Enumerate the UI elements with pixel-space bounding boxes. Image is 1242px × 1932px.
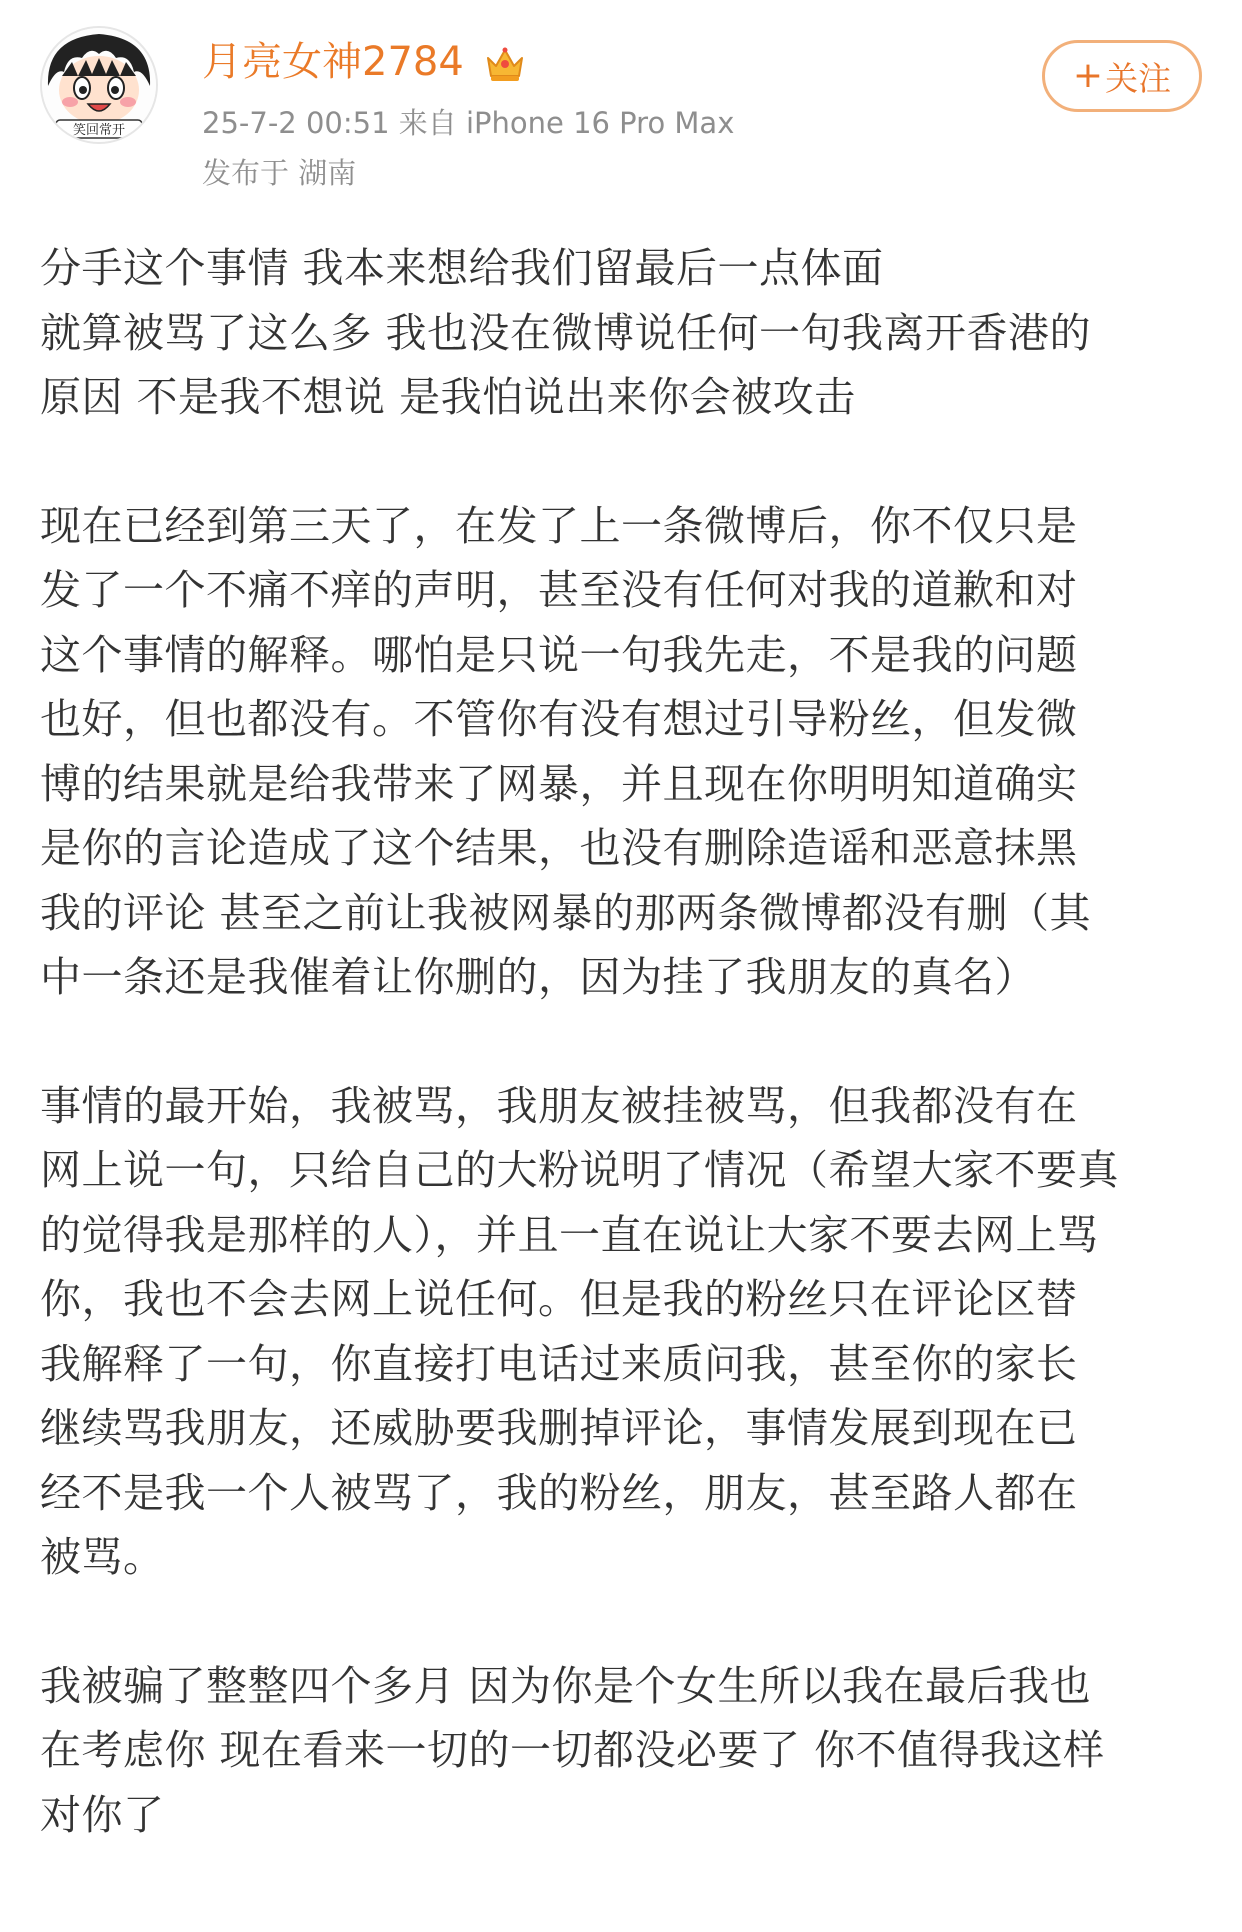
post-text-line: 现在已经到第三天了，在发了上一条微博后，你不仅只是 <box>40 501 1078 550</box>
user-avatar[interactable] <box>40 26 158 144</box>
post-text-line: 分手这个事情 我本来想给我们留最后一点体面 <box>40 244 884 292</box>
post-text-line: 博的结果就是给我带来了网暴，并且现在你明明知道确实 <box>40 759 1078 808</box>
username[interactable]: 月亮女神2784 <box>202 39 464 85</box>
vip-crown-icon <box>484 44 526 84</box>
post-text-cutoff <box>40 1912 1210 1932</box>
follow-button-label: 关注 <box>1105 58 1172 98</box>
post-text-line: 也好，但也都没有。不管你有没有想过引导粉丝，但发微 <box>40 695 1078 743</box>
post-paragraph <box>40 1074 1210 1590</box>
post-header <box>0 0 1242 200</box>
cartoon-girl-avatar-icon <box>42 28 156 142</box>
post-text-line: 这个事情的解释。哪怕是只说一句我先走，不是我的问题 <box>40 630 1078 679</box>
post-text-line: 继续骂我朋友，还威胁要我删掉评论，事情发展到现在已 <box>40 1404 1078 1452</box>
post-timestamp-source: 25-7-2 00:51 来自 iPhone 16 Pro Max <box>202 106 735 140</box>
post-paragraph <box>40 494 1210 1010</box>
post-text-line: 就算被骂了这么多 我也没在微博说任何一句我离开香港的 <box>40 308 1092 357</box>
post-text-line: 的觉得我是那样的人），并且一直在说让大家不要去网上骂 <box>40 1210 1099 1259</box>
post-body <box>40 236 1210 1911</box>
avatar-caption: 笑回常开 <box>72 123 126 138</box>
post-text-line: 我的评论 甚至之前让我被网暴的那两条微博都没有删（其 <box>40 888 1092 937</box>
post-text-line: 事情的最开始，我被骂，我朋友被挂被骂，但我都没有在 <box>40 1081 1078 1130</box>
post-text-line: 你，我也不会去网上说任何。但是我的粉丝只在评论区替 <box>40 1275 1078 1323</box>
post-text-line: 我被骗了整整四个多月 因为你是个女生所以我在最后我也 <box>40 1661 1092 1710</box>
post-text-line: 中一条还是我催着让你删的，因为挂了我朋友的真名） <box>40 953 1036 1001</box>
post-text-line: 原因 不是我不想说 是我怕说出来你会被攻击 <box>40 373 856 421</box>
post-text-line: 是你的言论造成了这个结果，也没有删除造谣和恶意抹黑 <box>40 824 1078 872</box>
post-location: 发布于 湖南 <box>202 156 357 190</box>
post-paragraph <box>40 1654 1210 1848</box>
post-text-line: 网上说一句，只给自己的大粉说明了情况（希望大家不要真 <box>40 1146 1119 1194</box>
post-text-line: 对你了 <box>40 1790 165 1839</box>
post-text-line: 我解释了一句，你直接打电话过来质问我，甚至你的家长 <box>40 1339 1078 1388</box>
post-paragraph <box>40 236 1210 430</box>
plus-icon: + <box>1072 55 1104 96</box>
post-text-line: 经不是我一个人被骂了，我的粉丝，朋友，甚至路人都在 <box>40 1468 1078 1517</box>
post-text-line: 在考虑你 现在看来一切的一切都没必要了 你不值得我这样 <box>40 1726 1105 1774</box>
follow-button[interactable] <box>1042 40 1202 112</box>
post-text-line: 被骂。 <box>40 1533 165 1581</box>
post-text-line: 发了一个不痛不痒的声明，甚至没有任何对我的道歉和对 <box>40 566 1078 614</box>
